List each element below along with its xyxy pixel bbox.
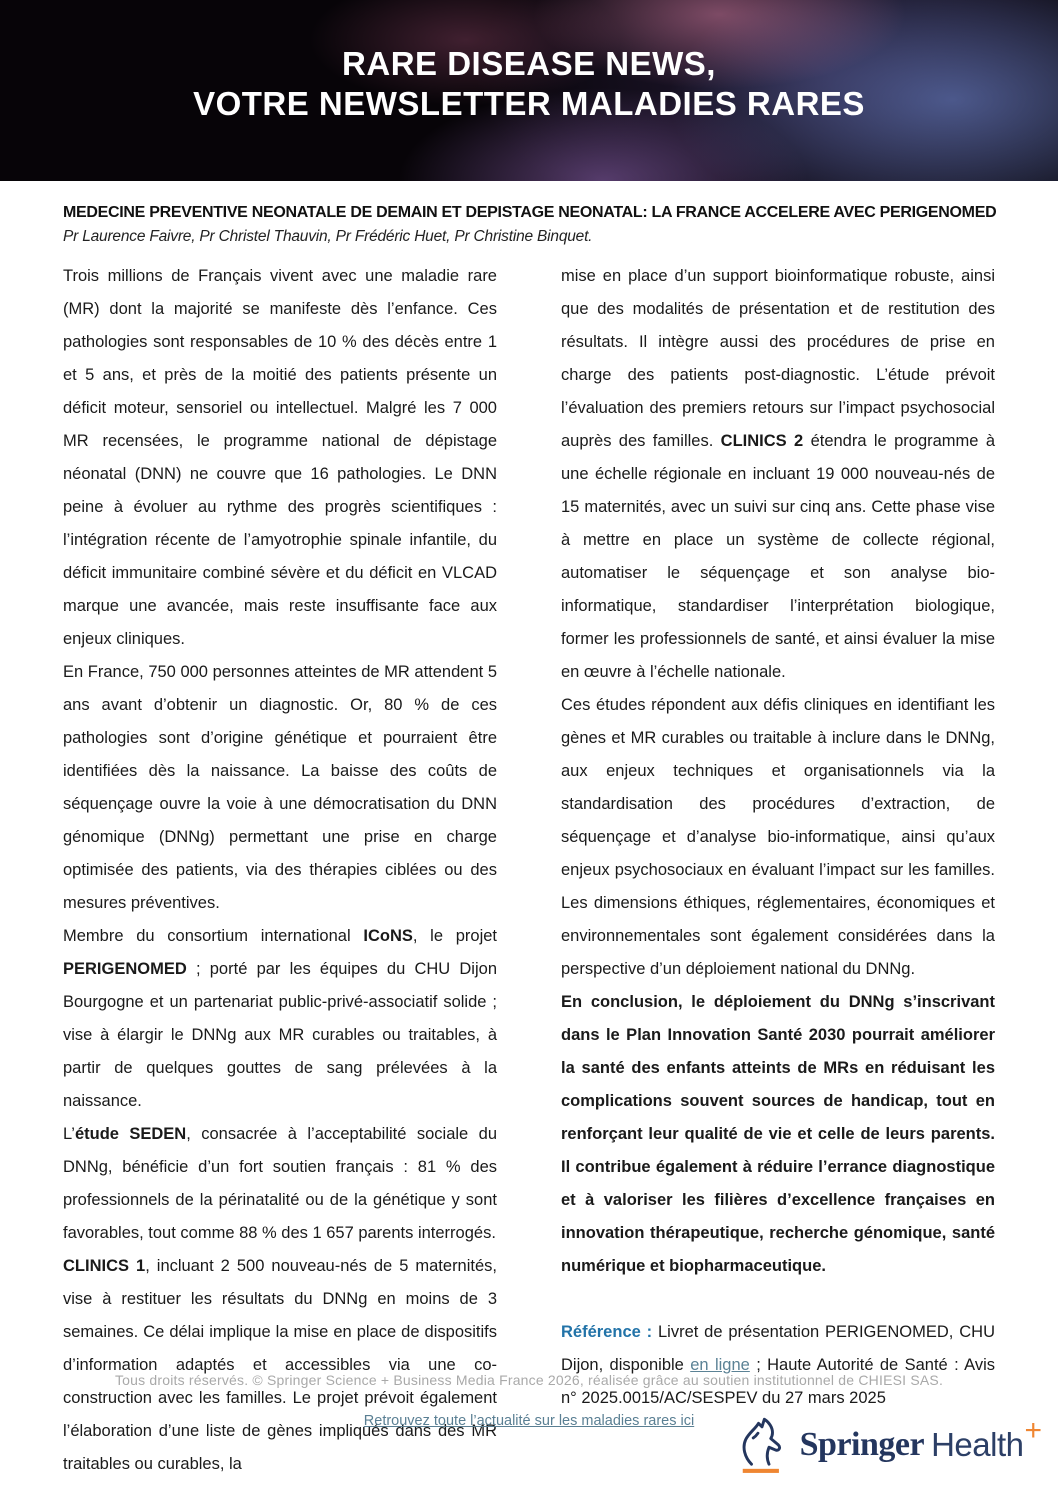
text-segment: Livret de présentation PERIGENOMED, CHU Dijon, disponible bbox=[561, 1323, 995, 1374]
reference-note bbox=[561, 1316, 995, 1415]
paragraph-defis-cliniques bbox=[561, 689, 995, 986]
paragraph-intro bbox=[63, 260, 497, 656]
newsletter-title-line2: VOTRE NEWSLETTER MALADIES RARES bbox=[193, 85, 865, 122]
springer-health-logo bbox=[734, 1406, 1042, 1484]
newsletter-banner bbox=[0, 0, 1058, 181]
article bbox=[0, 204, 1058, 1481]
paragraph-clinics1 bbox=[63, 1250, 497, 1481]
copyright-notice: Tous droits réservés. © Springer Science + Business Media France 2026, réalisée grâce au soutien institutionnel de CHIESI SAS. bbox=[114, 1372, 944, 1388]
text-segment: En France, 750 000 personnes atteintes de MR attendent 5 ans avant d’obtenir un diagnostic. Or, 80 % de ces pathologies sont d’origine génétique et pourraient être identifiées dès la naissance. La baisse des coûts de séquençage ouvre la voie à une démocratisation du DNN génomique (DNNg) permettant une prise en charge optimisée des patients, via des thérapies ciblées ou des mesures préventives. bbox=[63, 663, 497, 912]
text-segment: CLINICS 1 bbox=[63, 1257, 146, 1275]
article-column-right bbox=[561, 260, 995, 1481]
paragraph-conclusion bbox=[561, 986, 995, 1283]
newsletter-title bbox=[0, 44, 1058, 124]
text-segment: , consacrée à l’acceptabilité sociale du DNNg, bénéficie d’un fort soutien français : 81 % des professionnels de la périnatalité ou de la génétique y sont favorables, tout comme 88 % des 1 657 parents interrogés. bbox=[63, 1125, 497, 1242]
text-segment: L’ bbox=[63, 1125, 75, 1143]
paragraph-diagnostic-delay bbox=[63, 656, 497, 920]
text-segment: Trois millions de Français vivent avec une maladie rare (MR) dont la majorité se manifeste dès l’enfance. Ces pathologies sont responsables de 10 % des décès entre 1 et 5 ans, et près de la moitié des patients présente un déficit moteur, sensoriel ou intellectuel. Malgré les 7 000 MR recensées, le programme national de dépistage néonatal (DNN) ne couvre que 16 pathologies. Le DNN peine à évoluer au rythme des progrès scientifiques : l’intégration récente de l’amyotrophie spinale infantile, du déficit immunitaire combiné sévère et du déficit en VLCAD marque une avancée, mais reste insuffisante face aux enjeux cliniques. bbox=[63, 267, 497, 648]
text-segment: Référence : bbox=[561, 1323, 658, 1341]
text-segment: étendra le programme à une échelle régionale en incluant 19 000 nouveau-nés de 15 maternités, avec un suivi sur cinq ans. Cette phase vise à mettre en place un système de collecte régional, automatiser le séquençage et son analyse bio-informatique, standardiser l’interprétation biologique, former les professionnels de santé, et ainsi évaluer la mise en œuvre à l’échelle nationale. bbox=[561, 432, 995, 681]
text-segment: PERIGENOMED bbox=[63, 960, 187, 978]
logo-suffix-text: Health bbox=[931, 1426, 1024, 1463]
article-headline: MEDECINE PREVENTIVE NEONATALE DE DEMAIN ET DEPISTAGE NEONATAL: LA FRANCE ACCELERE AVEC PERIGENOMED bbox=[63, 204, 997, 221]
text-segment: ICoNS bbox=[363, 927, 413, 945]
article-body bbox=[63, 260, 995, 1481]
text-segment: ; porté par les équipes du CHU Dijon Bourgogne et un partenariat public-privé-associatif solide ; vise à élargir le DNNg aux MR curables ou traitables, à partir de quelques gouttes de sang prélevées à la naissance. bbox=[63, 960, 497, 1110]
text-segment: Ces études répondent aux défis cliniques en identifiant les gènes et MR curables ou traitable à inclure dans le DNNg, aux enjeux techniques et organisationnels via la standardisation des procédures d’extraction, de séquençage et d’analyse bio-informatique, ainsi qu’aux enjeux psychosociaux en évaluant l’impact sur les familles. Les dimensions éthiques, réglementaires, économiques et environnementales sont également considérées dans la perspective d’un déploiement national du DNNg. bbox=[561, 696, 995, 978]
actualites-maladies-rares-link[interactable]: Retrouvez toute l’actualité sur les maladies rares ici bbox=[363, 1413, 695, 1429]
en-ligne-link[interactable]: en ligne bbox=[690, 1356, 750, 1374]
text-segment: , le projet bbox=[412, 927, 498, 945]
logo-plus-sign: + bbox=[1024, 1414, 1042, 1447]
paragraph-clinics2 bbox=[561, 260, 995, 689]
knight-chess-icon bbox=[734, 1414, 790, 1477]
text-segment: mise en place d’un support bioinformatique robuste, ainsi que des modalités de présentation et de restitution des résultats. Il intègre aussi des procédures de prise en charge des patients post-diagnostic. L’étude prévoit l’évaluation des premiers retours sur l’impact psychosocial auprès des familles. bbox=[561, 267, 995, 450]
text-segment: En conclusion, le déploiement du DNNg s’inscrivant dans le Plan Innovation Santé 2030 pourrait améliorer la santé des enfants atteints de MRs en réduisant les complications souvent sources de handicap, tout en renforçant leur qualité de vie et celle de leurs parents. Il contribue également à réduire l’errance diagnostique et à valoriser les filières d’excellence françaises en innovation thérapeutique, recherche génomique, santé numérique et biopharmaceutique. bbox=[561, 993, 995, 1275]
paragraph-perigenomed bbox=[63, 920, 497, 1118]
text-segment: , incluant 2 500 nouveau-nés de 5 maternités, vise à restituer les résultats du DNNg en moins de 3 semaines. Ce délai implique la mise en place de dispositifs d’information adaptés et accessibles via une co-construction avec les familles. Le projet prévoit également l’élaboration d’une liste de gènes impliqués dans des MR traitables ou curables, la bbox=[63, 1257, 497, 1473]
paragraph-etude-seden bbox=[63, 1118, 497, 1250]
text-segment: ; Haute Autorité de Santé : Avis n° 2025.0015/AC/SESPEV du 27 mars 2025 bbox=[561, 1356, 995, 1407]
logo-brand-text: Springer bbox=[799, 1426, 925, 1463]
text-segment: Membre du consortium international bbox=[63, 927, 364, 945]
article-byline: Pr Laurence Faivre, Pr Christel Thauvin, Pr Frédéric Huet, Pr Christine Binquet. bbox=[63, 228, 593, 245]
text-segment: CLINICS 2 bbox=[720, 432, 804, 450]
newsletter-title-line1: RARE DISEASE NEWS, bbox=[342, 45, 716, 82]
article-column-left bbox=[63, 260, 497, 1481]
text-segment: étude SEDEN bbox=[74, 1125, 187, 1143]
